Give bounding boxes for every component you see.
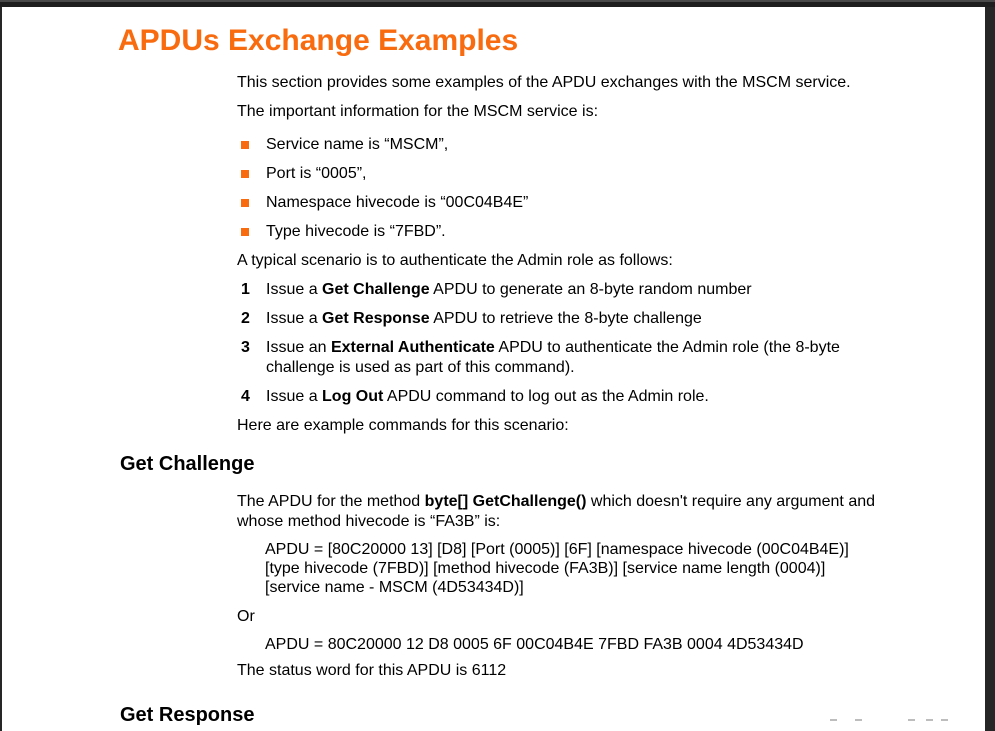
step-text [266, 339, 840, 376]
step-text-pre: Issue a [266, 388, 323, 405]
step-number: 2 [241, 310, 250, 327]
apdu-verbose-line: APDU = [80C20000 13] [D8] [Port (0005)] [6F] [namespace hivecode (00C04B4E)] [265, 541, 849, 558]
apdu-compact-line: APDU = 80C20000 12 D8 0005 6F 00C04B4E 7FBD FA3B 0004 4D53434D [265, 636, 804, 653]
step-text-post: APDU command to log out as the Admin role. [383, 388, 709, 405]
list-item [237, 135, 882, 155]
step-text [266, 388, 709, 405]
document-page [2, 7, 985, 731]
get-challenge-description [237, 492, 882, 532]
desc-pre: The APDU for the method [237, 493, 425, 510]
step-number: 4 [241, 388, 250, 405]
status-word-line: The status word for this APDU is 6112 [237, 662, 507, 679]
list-item [237, 309, 882, 329]
list-item [237, 222, 882, 242]
section-heading-get-challenge: Get Challenge [120, 453, 255, 475]
bullet-text: Namespace hivecode is “00C04B4E” [266, 194, 529, 211]
desc-post: which doesn't require any argument and whose method hivecode is “FA3B” is: [237, 493, 876, 530]
footer-mark [855, 719, 862, 721]
scenario-intro: A typical scenario is to authenticate the Admin role as follows: [237, 252, 673, 269]
footer-mark [926, 719, 933, 721]
list-item [237, 387, 882, 407]
scenario-step-list [237, 280, 985, 407]
step-text-post: APDU to authenticate the Admin role (the 8-byte challenge is used as part of this command). [266, 339, 840, 376]
section-heading-get-response: Get Response [120, 704, 255, 726]
list-item [237, 338, 882, 378]
apdu-verbose-block [265, 540, 885, 597]
step-text-pre: Issue an [266, 339, 331, 356]
footer-cutoff-marks [2, 719, 985, 723]
info-bullet-list [237, 135, 985, 242]
bullet-square-icon [241, 141, 249, 149]
example-intro: Here are example commands for this scenario: [237, 417, 569, 434]
apdu-verbose-line: [service name - MSCM (4D53434D)] [265, 579, 524, 596]
bullet-text: Service name is “MSCM”, [266, 136, 449, 153]
step-text-bold: Get Response [322, 310, 430, 327]
list-item [237, 280, 882, 300]
step-text-pre: Issue a [266, 310, 323, 327]
page-title: APDUs Exchange Examples [118, 24, 519, 57]
or-label: Or [237, 608, 255, 625]
intro-paragraph-1: This section provides some examples of the APDU exchanges with the MSCM service. [237, 74, 851, 91]
list-item [237, 193, 882, 213]
intro-paragraph-2: The important information for the MSCM service is: [237, 103, 599, 120]
step-text-post: APDU to retrieve the 8-byte challenge [429, 310, 702, 327]
bullet-square-icon [241, 199, 249, 207]
bullet-square-icon [241, 170, 249, 178]
step-text-bold: Log Out [322, 388, 384, 405]
step-text-pre: Issue a [266, 281, 323, 298]
apdu-verbose-line: [type hivecode (7FBD)] [method hivecode (FA3B)] [service name length (0004)] [265, 560, 826, 577]
bullet-square-icon [241, 228, 249, 236]
list-item [237, 164, 882, 184]
viewer-top-bar [0, 0, 995, 7]
step-number: 1 [241, 281, 250, 298]
footer-mark [941, 719, 948, 721]
footer-mark [908, 719, 915, 721]
step-text-bold: External Authenticate [330, 339, 495, 356]
step-text [266, 310, 702, 327]
footer-mark [830, 719, 837, 721]
bullet-text: Port is “0005”, [266, 165, 367, 182]
step-text-post: APDU to generate an 8-byte random number [429, 281, 752, 298]
step-text-bold: Get Challenge [322, 281, 430, 298]
bullet-text: Type hivecode is “7FBD”. [266, 223, 446, 240]
step-number: 3 [241, 339, 250, 356]
desc-bold: byte[] GetChallenge() [424, 493, 587, 510]
apdu-compact-block [265, 635, 885, 654]
step-text [266, 281, 752, 298]
